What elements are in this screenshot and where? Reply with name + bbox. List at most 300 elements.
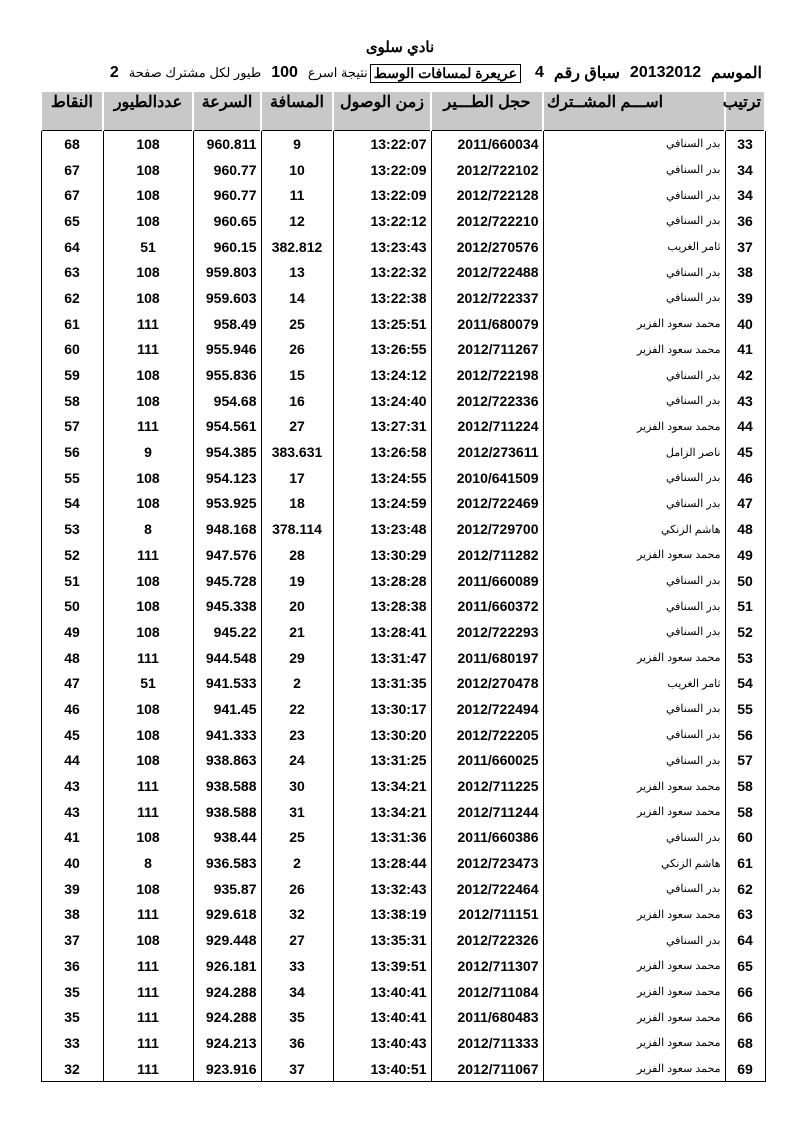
speed-cell: 953.925 xyxy=(193,491,261,517)
participant-name-cell: بدر السنافي xyxy=(543,876,725,902)
arrival-time-cell: 13:31:35 xyxy=(333,670,431,696)
distance-cell: 25 xyxy=(261,311,333,337)
table-row xyxy=(41,773,765,799)
speed-cell: 945.728 xyxy=(193,568,261,594)
distance-cell: 9 xyxy=(261,131,333,157)
header-ring-number: حجل الطـــير xyxy=(431,91,543,131)
speed-cell: 941.333 xyxy=(193,722,261,748)
rank-cell: 63 xyxy=(725,902,765,928)
speed-cell: 958.49 xyxy=(193,311,261,337)
rank-cell: 51 xyxy=(725,593,765,619)
participant-name-cell: بدر السنافي xyxy=(543,362,725,388)
bird-count-cell: 8 xyxy=(103,850,193,876)
points-cell: 68 xyxy=(41,131,103,157)
points-cell: 48 xyxy=(41,645,103,671)
table-row xyxy=(41,1056,765,1082)
points-cell: 63 xyxy=(41,259,103,285)
participant-name-cell: ثامر الغريب xyxy=(543,670,725,696)
table-row xyxy=(41,979,765,1005)
points-cell: 41 xyxy=(41,825,103,851)
participant-name-cell: محمد سعود الفزير xyxy=(543,1004,725,1030)
bird-count-cell: 111 xyxy=(103,1056,193,1082)
table-row xyxy=(41,491,765,517)
arrival-time-cell: 13:39:51 xyxy=(333,953,431,979)
speed-cell: 947.576 xyxy=(193,542,261,568)
arrival-time-cell: 13:31:47 xyxy=(333,645,431,671)
bird-count-cell: 51 xyxy=(103,234,193,260)
participant-name-cell: محمد سعود الفزير xyxy=(543,645,725,671)
ring-number-cell: 2012/711244 xyxy=(431,799,543,825)
speed-cell: 959.603 xyxy=(193,285,261,311)
distance-cell: 30 xyxy=(261,773,333,799)
rank-cell: 62 xyxy=(725,876,765,902)
distance-cell: 29 xyxy=(261,645,333,671)
rank-cell: 48 xyxy=(725,516,765,542)
rank-cell: 37 xyxy=(725,234,765,260)
arrival-time-cell: 13:26:55 xyxy=(333,337,431,363)
speed-cell: 938.863 xyxy=(193,748,261,774)
ring-number-cell: 2011/680483 xyxy=(431,1004,543,1030)
table-row xyxy=(41,131,765,157)
ring-number-cell: 2012/711267 xyxy=(431,337,543,363)
rank-cell: 44 xyxy=(725,414,765,440)
distance-cell: 37 xyxy=(261,1056,333,1082)
participant-name-cell: بدر السنافي xyxy=(543,722,725,748)
points-cell: 53 xyxy=(41,516,103,542)
header-points: النقاط xyxy=(41,91,103,131)
season-value: 20132012 xyxy=(629,64,702,81)
participant-name-cell: محمد سعود الفزير xyxy=(543,1030,725,1056)
participant-name-cell: محمد سعود الفزير xyxy=(543,979,725,1005)
speed-cell: 923.916 xyxy=(193,1056,261,1082)
distance-cell: 31 xyxy=(261,799,333,825)
rank-cell: 58 xyxy=(725,799,765,825)
points-cell: 35 xyxy=(41,979,103,1005)
rank-cell: 65 xyxy=(725,953,765,979)
distance-cell: 24 xyxy=(261,748,333,774)
participant-name-cell: بدر السنافي xyxy=(543,285,725,311)
ring-number-cell: 2012/711151 xyxy=(431,902,543,928)
ring-number-cell: 2012/711224 xyxy=(431,414,543,440)
participant-name-cell: محمد سعود الفزير xyxy=(543,311,725,337)
rank-cell: 45 xyxy=(725,439,765,465)
speed-cell: 960.65 xyxy=(193,208,261,234)
table-row xyxy=(41,748,765,774)
arrival-time-cell: 13:30:20 xyxy=(333,722,431,748)
arrival-time-cell: 13:31:36 xyxy=(333,825,431,851)
participant-name-cell: محمد سعود الفزير xyxy=(543,542,725,568)
bird-count-cell: 111 xyxy=(103,979,193,1005)
speed-cell: 960.77 xyxy=(193,182,261,208)
ring-number-cell: 2012/711333 xyxy=(431,1030,543,1056)
participant-name-cell: بدر السنافي xyxy=(543,696,725,722)
participant-name-cell: بدر السنافي xyxy=(543,927,725,953)
participant-name-cell: بدر السنافي xyxy=(543,568,725,594)
table-row xyxy=(41,311,765,337)
bird-count-cell: 108 xyxy=(103,593,193,619)
bird-count-cell: 111 xyxy=(103,645,193,671)
speed-cell: 929.448 xyxy=(193,927,261,953)
bird-count-cell: 111 xyxy=(103,773,193,799)
rank-cell: 38 xyxy=(725,259,765,285)
points-cell: 56 xyxy=(41,439,103,465)
speed-cell: 954.385 xyxy=(193,439,261,465)
rank-cell: 36 xyxy=(725,208,765,234)
points-cell: 50 xyxy=(41,593,103,619)
rank-cell: 34 xyxy=(725,182,765,208)
distance-cell: 382.812 xyxy=(261,234,333,260)
bird-count-cell: 108 xyxy=(103,388,193,414)
table-row xyxy=(41,722,765,748)
participant-name-cell: محمد سعود الفزير xyxy=(543,1056,725,1082)
table-row xyxy=(41,825,765,851)
distance-cell: 28 xyxy=(261,542,333,568)
bird-count-cell: 108 xyxy=(103,491,193,517)
arrival-time-cell: 13:40:51 xyxy=(333,1056,431,1082)
points-cell: 49 xyxy=(41,619,103,645)
participant-name-cell: بدر السنافي xyxy=(543,748,725,774)
ring-number-cell: 2012/722464 xyxy=(431,876,543,902)
ring-number-cell: 2012/270478 xyxy=(431,670,543,696)
ring-number-cell: 2011/660372 xyxy=(431,593,543,619)
table-row xyxy=(41,285,765,311)
header-rank: ترتيب xyxy=(725,91,765,131)
arrival-time-cell: 13:28:41 xyxy=(333,619,431,645)
speed-cell: 938.44 xyxy=(193,825,261,851)
arrival-time-cell: 13:30:29 xyxy=(333,542,431,568)
participant-name-cell: محمد سعود الفزير xyxy=(543,902,725,928)
bird-count-cell: 108 xyxy=(103,825,193,851)
speed-cell: 954.68 xyxy=(193,388,261,414)
speed-cell: 945.338 xyxy=(193,593,261,619)
arrival-time-cell: 13:40:41 xyxy=(333,1004,431,1030)
rank-cell: 41 xyxy=(725,337,765,363)
arrival-time-cell: 13:24:59 xyxy=(333,491,431,517)
speed-cell: 924.288 xyxy=(193,1004,261,1030)
points-cell: 52 xyxy=(41,542,103,568)
table-row xyxy=(41,516,765,542)
bird-count-cell: 108 xyxy=(103,927,193,953)
arrival-time-cell: 13:31:25 xyxy=(333,748,431,774)
rank-cell: 43 xyxy=(725,388,765,414)
table-row xyxy=(41,234,765,260)
points-cell: 57 xyxy=(41,414,103,440)
arrival-time-cell: 13:28:44 xyxy=(333,850,431,876)
ring-number-cell: 2012/270576 xyxy=(431,234,543,260)
speed-cell: 955.836 xyxy=(193,362,261,388)
table-row xyxy=(41,542,765,568)
table-row xyxy=(41,645,765,671)
participant-name-cell: بدر السنافي xyxy=(543,491,725,517)
points-cell: 60 xyxy=(41,337,103,363)
arrival-time-cell: 13:24:55 xyxy=(333,465,431,491)
speed-cell: 944.548 xyxy=(193,645,261,671)
bird-count-cell: 108 xyxy=(103,748,193,774)
rank-cell: 66 xyxy=(725,979,765,1005)
speed-cell: 926.181 xyxy=(193,953,261,979)
points-cell: 54 xyxy=(41,491,103,517)
bird-count-cell: 111 xyxy=(103,337,193,363)
arrival-time-cell: 13:27:31 xyxy=(333,414,431,440)
points-cell: 47 xyxy=(41,670,103,696)
table-row xyxy=(41,902,765,928)
rank-cell: 42 xyxy=(725,362,765,388)
distance-cell: 21 xyxy=(261,619,333,645)
speed-cell: 924.288 xyxy=(193,979,261,1005)
points-cell: 55 xyxy=(41,465,103,491)
ring-number-cell: 2012/711225 xyxy=(431,773,543,799)
bird-count-cell: 111 xyxy=(103,1004,193,1030)
ring-number-cell: 2012/711084 xyxy=(431,979,543,1005)
points-cell: 59 xyxy=(41,362,103,388)
distance-cell: 35 xyxy=(261,1004,333,1030)
race-number: 4 xyxy=(535,64,544,81)
distance-cell: 15 xyxy=(261,362,333,388)
rank-cell: 47 xyxy=(725,491,765,517)
participant-name-cell: بدر السنافي xyxy=(543,131,725,157)
arrival-time-cell: 13:25:51 xyxy=(333,311,431,337)
distance-cell: 10 xyxy=(261,157,333,183)
ring-number-cell: 2011/680197 xyxy=(431,645,543,671)
rank-cell: 69 xyxy=(725,1056,765,1082)
distance-cell: 22 xyxy=(261,696,333,722)
rank-cell: 49 xyxy=(725,542,765,568)
arrival-time-cell: 13:32:43 xyxy=(333,876,431,902)
table-row xyxy=(41,208,765,234)
points-cell: 43 xyxy=(41,773,103,799)
distance-cell: 2 xyxy=(261,850,333,876)
fastest-count: 100 xyxy=(271,64,298,81)
bird-count-cell: 108 xyxy=(103,182,193,208)
points-cell: 65 xyxy=(41,208,103,234)
bird-count-cell: 108 xyxy=(103,259,193,285)
participant-name-cell: بدر السنافي xyxy=(543,619,725,645)
participant-name-cell: بدر السنافي xyxy=(543,465,725,491)
ring-number-cell: 2012/722210 xyxy=(431,208,543,234)
arrival-time-cell: 13:22:09 xyxy=(333,157,431,183)
ring-number-cell: 2012/722293 xyxy=(431,619,543,645)
bird-count-cell: 111 xyxy=(103,953,193,979)
points-cell: 51 xyxy=(41,568,103,594)
ring-number-cell: 2012/722198 xyxy=(431,362,543,388)
table-row xyxy=(41,568,765,594)
ring-number-cell: 2012/722128 xyxy=(431,182,543,208)
arrival-time-cell: 13:35:31 xyxy=(333,927,431,953)
race-info xyxy=(40,63,762,83)
bird-count-cell: 108 xyxy=(103,362,193,388)
speed-cell: 941.45 xyxy=(193,696,261,722)
arrival-time-cell: 13:28:38 xyxy=(333,593,431,619)
distance-cell: 20 xyxy=(261,593,333,619)
race-location: عريعرة لمسافات الوسط xyxy=(370,64,521,83)
arrival-time-cell: 13:23:43 xyxy=(333,234,431,260)
arrival-time-cell: 13:40:43 xyxy=(333,1030,431,1056)
points-cell: 58 xyxy=(41,388,103,414)
participant-name-cell: بدر السنافي xyxy=(543,593,725,619)
distance-cell: 378.114 xyxy=(261,516,333,542)
points-cell: 33 xyxy=(41,1030,103,1056)
distance-cell: 34 xyxy=(261,979,333,1005)
distance-cell: 33 xyxy=(261,953,333,979)
header-row xyxy=(41,91,765,131)
page-number: 2 xyxy=(109,64,119,81)
distance-cell: 12 xyxy=(261,208,333,234)
participant-name-cell: بدر السنافي xyxy=(543,388,725,414)
distance-cell: 23 xyxy=(261,722,333,748)
points-cell: 39 xyxy=(41,876,103,902)
distance-cell: 383.631 xyxy=(261,439,333,465)
participant-name-cell: محمد سعود الفزير xyxy=(543,773,725,799)
table-row xyxy=(41,619,765,645)
rank-cell: 56 xyxy=(725,722,765,748)
arrival-time-cell: 13:34:21 xyxy=(333,799,431,825)
ring-number-cell: 2012/722337 xyxy=(431,285,543,311)
results-table xyxy=(40,90,766,1082)
speed-cell: 941.533 xyxy=(193,670,261,696)
bird-count-cell: 108 xyxy=(103,722,193,748)
table-row xyxy=(41,362,765,388)
points-cell: 37 xyxy=(41,927,103,953)
club-name: نادي سلوى xyxy=(365,39,435,56)
bird-count-cell: 108 xyxy=(103,131,193,157)
speed-cell: 954.561 xyxy=(193,414,261,440)
arrival-time-cell: 13:22:12 xyxy=(333,208,431,234)
distance-cell: 13 xyxy=(261,259,333,285)
points-cell: 43 xyxy=(41,799,103,825)
speed-cell: 959.803 xyxy=(193,259,261,285)
distance-cell: 16 xyxy=(261,388,333,414)
distance-cell: 27 xyxy=(261,414,333,440)
speed-cell: 955.946 xyxy=(193,337,261,363)
bird-count-cell: 108 xyxy=(103,465,193,491)
bird-count-cell: 111 xyxy=(103,542,193,568)
rank-cell: 57 xyxy=(725,748,765,774)
arrival-time-cell: 13:30:17 xyxy=(333,696,431,722)
arrival-time-cell: 13:24:12 xyxy=(333,362,431,388)
arrival-time-cell: 13:24:40 xyxy=(333,388,431,414)
header-distance: المسافة xyxy=(261,91,333,131)
speed-cell: 938.588 xyxy=(193,799,261,825)
participant-name-cell: محمد سعود الفزير xyxy=(543,953,725,979)
bird-count-cell: 111 xyxy=(103,902,193,928)
arrival-time-cell: 13:40:41 xyxy=(333,979,431,1005)
ring-number-cell: 2011/660089 xyxy=(431,568,543,594)
rank-cell: 61 xyxy=(725,850,765,876)
arrival-time-cell: 13:38:19 xyxy=(333,902,431,928)
participant-name-cell: محمد سعود الفزير xyxy=(543,337,725,363)
bird-count-cell: 108 xyxy=(103,285,193,311)
bird-count-cell: 108 xyxy=(103,568,193,594)
rank-cell: 33 xyxy=(725,131,765,157)
rank-cell: 58 xyxy=(725,773,765,799)
speed-cell: 938.588 xyxy=(193,773,261,799)
participant-name-cell: محمد سعود الفزير xyxy=(543,799,725,825)
arrival-time-cell: 13:22:38 xyxy=(333,285,431,311)
ring-number-cell: 2012/722469 xyxy=(431,491,543,517)
rank-cell: 60 xyxy=(725,825,765,851)
speed-cell: 936.583 xyxy=(193,850,261,876)
speed-cell: 948.168 xyxy=(193,516,261,542)
arrival-time-cell: 13:22:07 xyxy=(333,131,431,157)
per-participant-label: طيور لكل مشترك صفحة xyxy=(128,65,262,80)
table-row xyxy=(41,157,765,183)
table-row xyxy=(41,696,765,722)
participant-name-cell: بدر السنافي xyxy=(543,259,725,285)
ring-number-cell: 2012/722494 xyxy=(431,696,543,722)
table-row xyxy=(41,439,765,465)
ring-number-cell: 2012/722488 xyxy=(431,259,543,285)
participant-name-cell: ثامر الغريب xyxy=(543,234,725,260)
bird-count-cell: 51 xyxy=(103,670,193,696)
ring-number-cell: 2011/660034 xyxy=(431,131,543,157)
bird-count-cell: 111 xyxy=(103,799,193,825)
participant-name-cell: بدر السنافي xyxy=(543,208,725,234)
rank-cell: 68 xyxy=(725,1030,765,1056)
points-cell: 62 xyxy=(41,285,103,311)
participant-name-cell: محمد سعود الفزير xyxy=(543,414,725,440)
ring-number-cell: 2012/711307 xyxy=(431,953,543,979)
ring-number-cell: 2012/722102 xyxy=(431,157,543,183)
distance-cell: 36 xyxy=(261,1030,333,1056)
table-row xyxy=(41,259,765,285)
rank-cell: 54 xyxy=(725,670,765,696)
points-cell: 67 xyxy=(41,157,103,183)
arrival-time-cell: 13:26:58 xyxy=(333,439,431,465)
table-row xyxy=(41,388,765,414)
bird-count-cell: 9 xyxy=(103,439,193,465)
speed-cell: 935.87 xyxy=(193,876,261,902)
points-cell: 40 xyxy=(41,850,103,876)
rank-cell: 53 xyxy=(725,645,765,671)
points-cell: 32 xyxy=(41,1056,103,1082)
bird-count-cell: 111 xyxy=(103,414,193,440)
rank-cell: 34 xyxy=(725,157,765,183)
distance-cell: 26 xyxy=(261,337,333,363)
rank-cell: 50 xyxy=(725,568,765,594)
table-row xyxy=(41,593,765,619)
participant-name-cell: هاشم الزنكي xyxy=(543,850,725,876)
bird-count-cell: 108 xyxy=(103,208,193,234)
ring-number-cell: 2012/723473 xyxy=(431,850,543,876)
race-label: سباق رقم xyxy=(553,65,620,82)
arrival-time-cell: 13:34:21 xyxy=(333,773,431,799)
bird-count-cell: 108 xyxy=(103,696,193,722)
participant-name-cell: بدر السنافي xyxy=(543,825,725,851)
points-cell: 64 xyxy=(41,234,103,260)
season-label: الموسم xyxy=(711,65,762,82)
ring-number-cell: 2012/273611 xyxy=(431,439,543,465)
header-participant-name: اســـم المشــترك xyxy=(543,91,725,131)
table-row xyxy=(41,850,765,876)
header-arrival-time: زمن الوصول xyxy=(333,91,431,131)
table-row xyxy=(41,465,765,491)
distance-cell: 27 xyxy=(261,927,333,953)
ring-number-cell: 2012/711282 xyxy=(431,542,543,568)
table-row xyxy=(41,670,765,696)
rank-cell: 55 xyxy=(725,696,765,722)
speed-cell: 960.77 xyxy=(193,157,261,183)
points-cell: 38 xyxy=(41,902,103,928)
table-row xyxy=(41,414,765,440)
table-row xyxy=(41,953,765,979)
bird-count-cell: 108 xyxy=(103,157,193,183)
arrival-time-cell: 13:22:09 xyxy=(333,182,431,208)
result-label: نتيجة اسرع xyxy=(307,65,368,80)
participant-name-cell: ناصر الزامل xyxy=(543,439,725,465)
header-speed: السرعة xyxy=(193,91,261,131)
points-cell: 46 xyxy=(41,696,103,722)
bird-count-cell: 111 xyxy=(103,311,193,337)
